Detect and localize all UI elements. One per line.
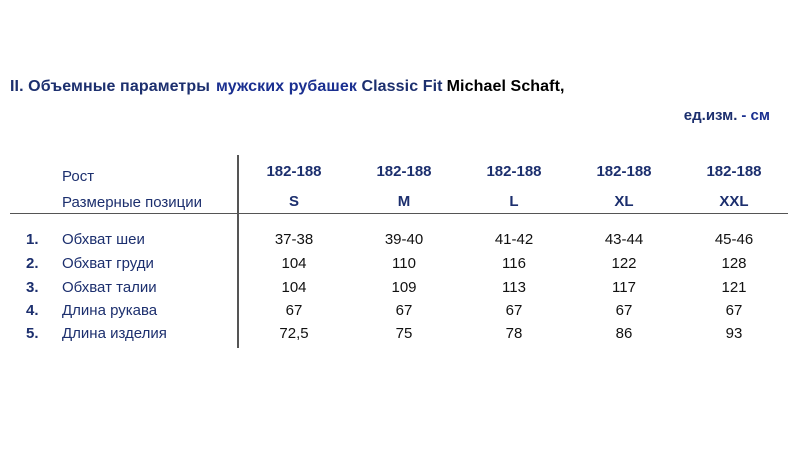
row-number: 5. (26, 325, 39, 342)
table-cell: 67 (395, 302, 413, 319)
table-cell: 86 (615, 325, 633, 342)
unit-text: ед.изм. (683, 107, 738, 124)
size-row-label: Размерные позиции (62, 194, 203, 211)
table-vertical-divider (237, 155, 239, 348)
row-number: 3. (26, 279, 39, 296)
row-number: 4. (26, 302, 39, 319)
table-cell: 67 (615, 302, 633, 319)
unit-label (684, 107, 770, 124)
height-col-m: 182-188 (376, 163, 432, 180)
table-cell: 67 (505, 302, 523, 319)
row-label: Обхват талии (62, 279, 157, 296)
table-cell: 122 (611, 255, 637, 272)
size-col-l: L (509, 193, 519, 210)
size-col-m: M (397, 193, 411, 210)
size-col-s: S (288, 193, 299, 210)
table-cell: 117 (612, 279, 636, 296)
row-label: Обхват шеи (62, 231, 145, 248)
table-cell: 121 (721, 279, 747, 296)
table-cell: 39-40 (384, 231, 424, 248)
title-part-1: II. Объемные параметры (10, 78, 210, 95)
size-col-xxl: XXL (719, 193, 749, 210)
table-cell: 128 (721, 255, 747, 272)
height-col-l: 182-188 (486, 163, 542, 180)
table-cell: 104 (281, 279, 307, 296)
table-cell: 93 (725, 325, 743, 342)
table-header-divider (10, 213, 788, 214)
row-number: 2. (26, 255, 39, 272)
table-cell: 109 (391, 279, 417, 296)
unit-suffix: - см (741, 107, 770, 124)
table-cell: 116 (502, 255, 526, 272)
title-part-4: Michael Schaft, (446, 78, 565, 95)
row-number: 1. (26, 231, 39, 248)
row-label: Длина изделия (62, 325, 167, 342)
height-col-xl: 182-188 (596, 163, 652, 180)
table-cell: 75 (395, 325, 413, 342)
height-col-xxl: 182-188 (706, 163, 762, 180)
table-cell: 45-46 (714, 231, 754, 248)
table-cell: 113 (502, 279, 526, 296)
table-cell: 67 (285, 302, 303, 319)
table-cell: 78 (505, 325, 523, 342)
row-label: Длина рукава (62, 302, 158, 319)
title-part-2: мужских рубашек (216, 78, 357, 95)
page-title (10, 78, 565, 96)
row-label: Обхват груди (62, 255, 154, 272)
height-col-s: 182-188 (266, 163, 322, 180)
size-col-xl: XL (614, 193, 634, 210)
table-cell: 43-44 (604, 231, 644, 248)
table-cell: 37-38 (274, 231, 314, 248)
table-cell: 110 (392, 255, 416, 272)
table-cell: 104 (281, 255, 307, 272)
table-cell: 67 (725, 302, 743, 319)
table-cell: 41-42 (494, 231, 534, 248)
table-cell: 72,5 (279, 325, 309, 342)
height-row-label: Рост (62, 168, 95, 185)
title-part-3: Classic Fit (361, 78, 443, 95)
